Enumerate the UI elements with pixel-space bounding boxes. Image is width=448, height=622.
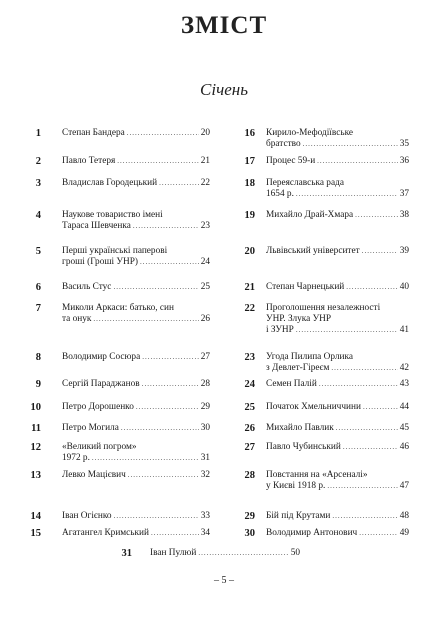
entry-title: Іван Пулюй — [150, 548, 197, 558]
entry-title: Семен Палій — [266, 379, 317, 389]
dot-leader — [92, 453, 199, 464]
entry-title: Петро Могила — [62, 423, 119, 433]
entry-number: 22 — [244, 303, 255, 314]
entry-page: 24 — [200, 257, 210, 267]
dot-leader — [303, 139, 398, 150]
entry-page: 42 — [399, 363, 409, 373]
entry-title: Левко Мацієвич — [62, 470, 126, 480]
entry-number: 20 — [244, 246, 255, 257]
entry-page: 47 — [399, 481, 409, 491]
entry-title: гроші (Гроші УНР) — [62, 257, 138, 267]
entry-page: 38 — [399, 210, 409, 220]
entry-number: 8 — [35, 352, 41, 363]
dot-leader — [359, 528, 397, 539]
entry-title: Агатангел Кримський — [62, 528, 150, 538]
dot-leader — [140, 257, 199, 268]
dot-leader — [296, 189, 398, 200]
entry-number: 7 — [35, 303, 41, 314]
entry-page: 37 — [399, 189, 409, 199]
entry-title: Повстання на «Арсеналі» — [266, 470, 368, 480]
entry-page: 21 — [200, 156, 210, 166]
entry-title: Іван Огієнко — [62, 511, 112, 521]
entry-page: 49 — [399, 528, 409, 538]
entry-title: Степан Бандера — [62, 128, 125, 138]
entry-title: Владислав Городецький — [62, 178, 158, 188]
dot-leader — [355, 210, 398, 221]
entry-number: 29 — [244, 511, 255, 522]
entry-page: 28 — [200, 379, 210, 389]
page-title: ЗМІСТ — [180, 12, 268, 39]
entry-number: 1 — [35, 128, 41, 139]
entry-page: 29 — [200, 402, 210, 412]
dot-leader — [151, 528, 199, 539]
entry-title: «Великий погром» — [62, 442, 137, 452]
dot-leader — [362, 246, 398, 257]
entry-title: у Києві 1918 р. — [266, 481, 326, 491]
dot-leader — [319, 379, 398, 390]
entry-title: братство — [266, 139, 301, 149]
entry-number: 31 — [121, 548, 132, 559]
entry-title: Михайло Драй-Хмара — [266, 210, 354, 220]
entry-title: Бій під Крутами — [266, 511, 331, 521]
entry-title: Проголошення незалежності — [266, 303, 381, 313]
dot-leader — [198, 548, 288, 559]
entry-number: 18 — [244, 178, 255, 189]
entry-number: 27 — [244, 442, 255, 453]
entry-number: 23 — [244, 352, 255, 363]
entry-number: 2 — [35, 156, 41, 167]
entry-page: 30 — [200, 423, 210, 433]
entry-page: 48 — [399, 511, 409, 521]
entry-title: Володимир Сосюра — [62, 352, 141, 362]
entry-number: 6 — [35, 282, 41, 293]
entry-page: 40 — [399, 282, 409, 292]
dot-leader — [343, 442, 398, 453]
entry-title: Павло Чубинський — [266, 442, 341, 452]
entry-title: і ЗУНР — [266, 325, 294, 335]
entry-number: 13 — [30, 470, 41, 481]
entry-title: Кирило-Мефодіївське — [266, 128, 353, 138]
dot-leader — [142, 352, 198, 363]
dot-leader — [296, 325, 398, 336]
entry-title: Михайло Павлик — [266, 423, 334, 433]
dot-leader — [121, 423, 199, 434]
entry-number: 24 — [244, 379, 255, 390]
dot-leader — [363, 402, 398, 413]
entry-title: Процес 59-и — [266, 156, 316, 166]
entry-number: 19 — [244, 210, 255, 221]
dot-leader — [113, 282, 198, 293]
entry-page: 43 — [399, 379, 409, 389]
entry-page: 27 — [200, 352, 210, 362]
entry-number: 9 — [35, 379, 41, 390]
entry-page: 20 — [200, 128, 210, 138]
entry-title: Миколи Аркаси: батько, син — [62, 303, 174, 313]
entry-page: 23 — [200, 221, 210, 231]
entry-number: 4 — [35, 210, 41, 221]
entry-title: Львівський університет — [266, 246, 360, 256]
entry-page: 36 — [399, 156, 409, 166]
section-title: Січень — [200, 80, 248, 99]
entry-page: 34 — [200, 528, 210, 538]
entry-number: 10 — [30, 402, 41, 413]
page-number: – 5 – — [214, 575, 234, 586]
dot-leader — [114, 511, 199, 522]
entry-page: 39 — [399, 246, 409, 256]
entry-title: 1972 р. — [62, 453, 90, 463]
entry-number: 12 — [30, 442, 41, 453]
dot-leader — [142, 379, 199, 390]
entry-number: 5 — [35, 246, 41, 257]
entry-title: Василь Стус — [62, 282, 112, 292]
entry-title: Угода Пилипа Орлика — [266, 352, 353, 362]
entry-title: УНР. Злука УНР — [266, 314, 332, 324]
entry-page: 31 — [200, 453, 210, 463]
entry-title: та онук — [62, 314, 92, 324]
dot-leader — [336, 423, 398, 434]
entry-number: 30 — [244, 528, 255, 539]
entry-title: Володимир Антонович — [266, 528, 358, 538]
entry-page: 33 — [200, 511, 210, 521]
dot-leader — [317, 156, 398, 167]
entry-page: 45 — [399, 423, 409, 433]
dot-leader — [332, 511, 397, 522]
entry-number: 26 — [244, 423, 255, 434]
entry-title: Сергій Параджанов — [62, 379, 140, 389]
entry-number: 16 — [244, 128, 255, 139]
entry-title: Початок Хмельниччини — [266, 402, 361, 412]
entry-page: 41 — [399, 325, 409, 335]
entry-number: 15 — [30, 528, 41, 539]
entry-title: 1654 р. — [266, 189, 294, 199]
dot-leader — [327, 481, 397, 492]
entry-page: 44 — [399, 402, 409, 412]
entry-title: Петро Дорошенко — [62, 402, 134, 412]
entry-number: 17 — [244, 156, 255, 167]
entry-page: 50 — [290, 548, 300, 558]
entry-title: Переяславська рада — [266, 178, 344, 188]
entry-page: 32 — [200, 470, 210, 480]
entry-title: Павло Тетеря — [62, 156, 116, 166]
entry-title: Перші українські паперові — [62, 246, 168, 256]
entry-title: Тараса Шевченка — [62, 221, 131, 231]
dot-leader — [128, 470, 199, 481]
entry-title: Степан Чарнецький — [266, 282, 345, 292]
entry-title: Наукове товариство імені — [62, 210, 163, 220]
entry-page: 35 — [399, 139, 409, 149]
dot-leader — [93, 314, 198, 325]
entry-number: 3 — [35, 178, 41, 189]
entry-page: 46 — [399, 442, 409, 452]
dot-leader — [346, 282, 397, 293]
entry-number: 11 — [31, 423, 41, 434]
entry-title: з Девлет-Гіреєм — [266, 363, 330, 373]
dot-leader — [127, 128, 199, 139]
entry-number: 14 — [30, 511, 41, 522]
entry-page: 26 — [200, 314, 210, 324]
dot-leader — [133, 221, 199, 232]
entry-page: 25 — [200, 282, 210, 292]
entry-number: 25 — [244, 402, 255, 413]
entry-page: 22 — [200, 178, 210, 188]
dot-leader — [136, 402, 199, 413]
dot-leader — [117, 156, 198, 167]
dot-leader — [159, 178, 199, 189]
entry-number: 21 — [244, 282, 255, 293]
entry-number: 28 — [244, 470, 255, 481]
dot-leader — [331, 363, 397, 374]
